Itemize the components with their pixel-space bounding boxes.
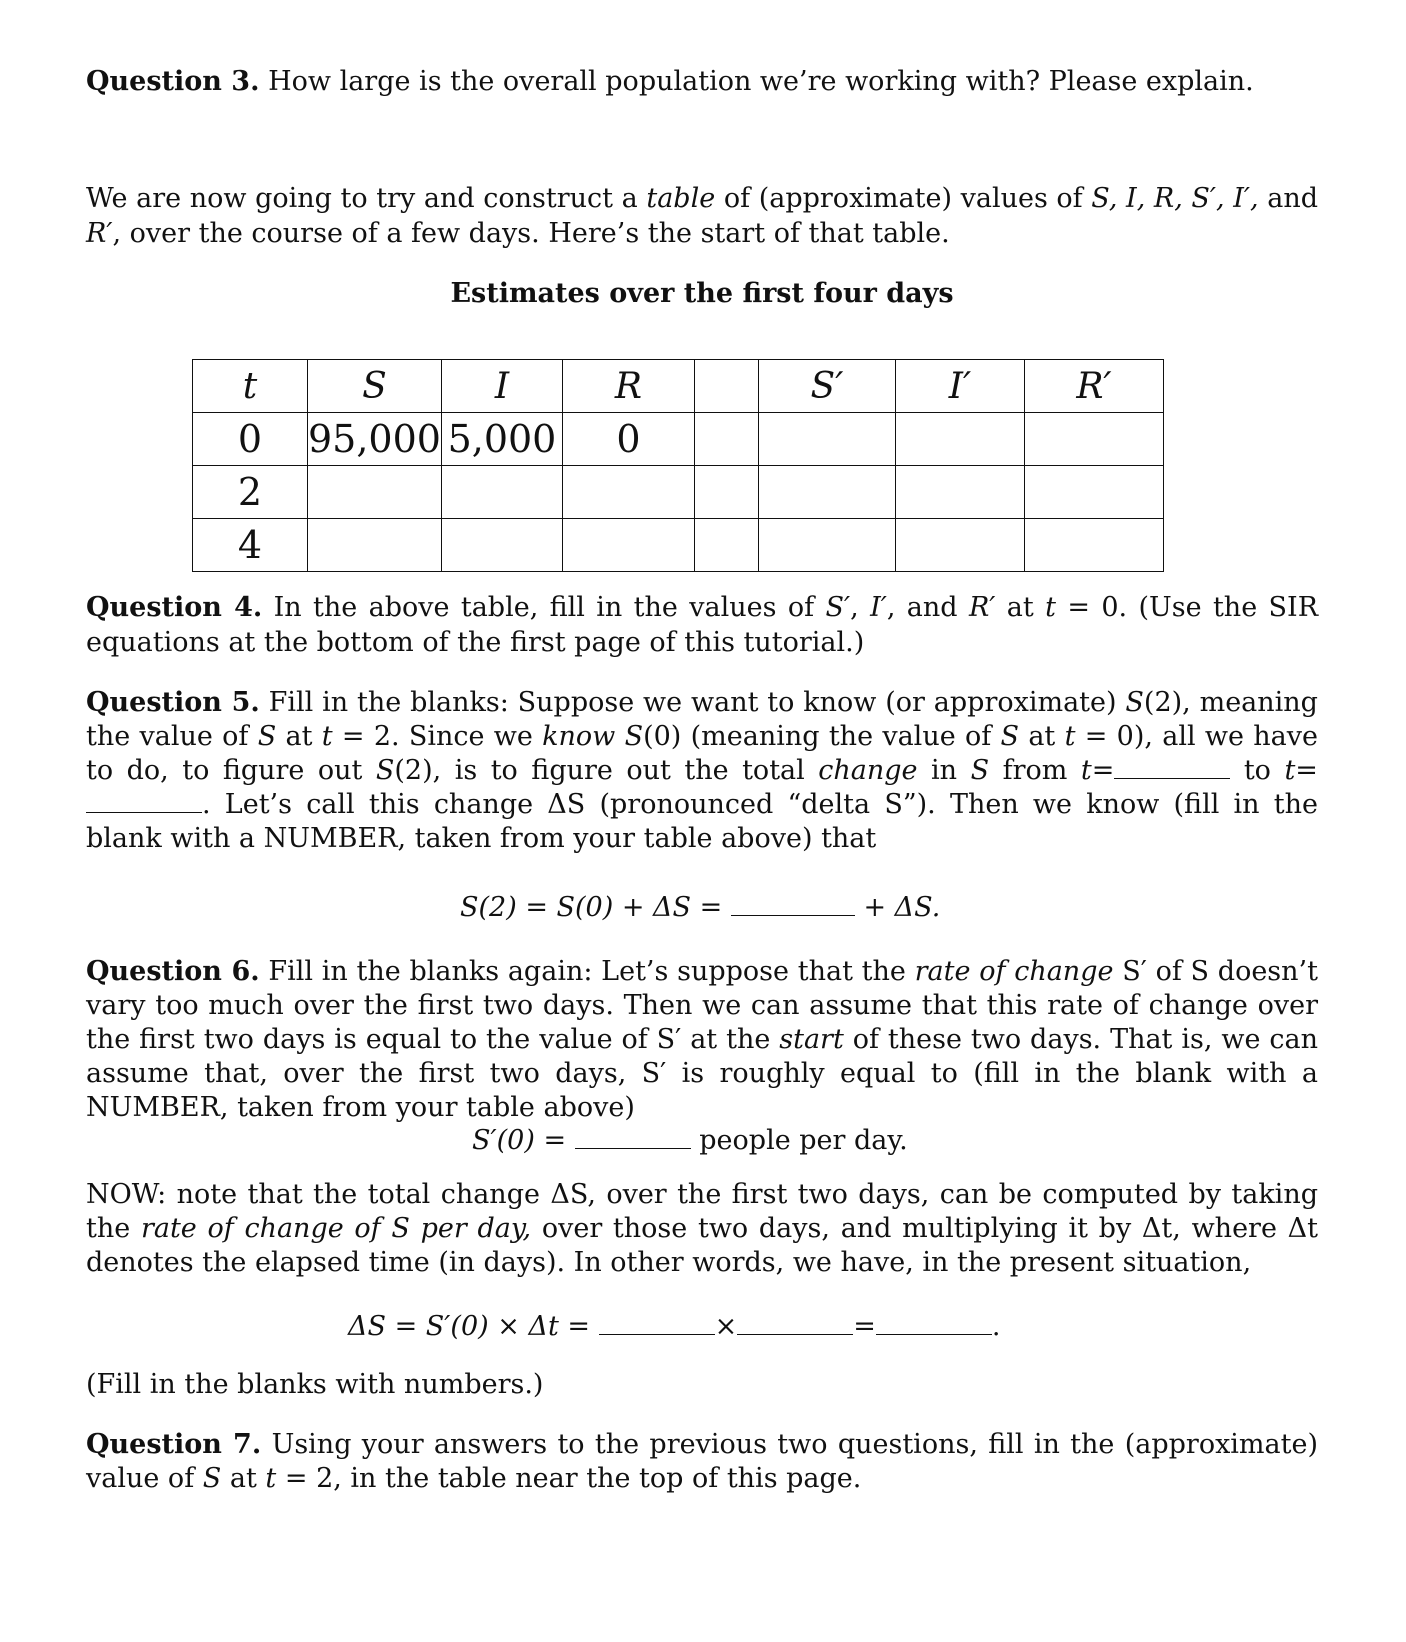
question-6 bbox=[86, 955, 1318, 1125]
q7-t: t bbox=[265, 1463, 277, 1494]
intro-and: and bbox=[1267, 183, 1319, 214]
q4-t: t bbox=[1045, 592, 1056, 623]
cell-t: 4 bbox=[193, 519, 308, 572]
q5-text-4: = 2. Since we bbox=[341, 721, 533, 752]
q6-rate-of-change: rate of change bbox=[914, 956, 1114, 987]
intro-var-r-prime: R′ bbox=[86, 218, 113, 249]
header-s: S bbox=[308, 360, 442, 413]
cell-r bbox=[562, 466, 694, 519]
cell-spacer bbox=[694, 413, 758, 466]
q5-s-d: S bbox=[970, 755, 990, 786]
q7-s: S bbox=[202, 1463, 222, 1494]
table-header-row bbox=[193, 360, 1164, 413]
q5-change: change bbox=[818, 755, 918, 786]
q4-text-4: at bbox=[1006, 592, 1034, 623]
q5-text-2: (2), meaning the value of bbox=[86, 687, 1318, 752]
q4-text-1: In the above table, fill in the values of bbox=[273, 592, 815, 623]
q6-text-3: of these two days. That is, we can assume that, over the first two days, S′ is roughly equal to (fill in the blank with a NUMBER, taken from your table above) bbox=[86, 1024, 1318, 1123]
cell-i bbox=[441, 519, 562, 572]
q5-text-11: = bbox=[1091, 755, 1115, 786]
cell-spacer bbox=[694, 466, 758, 519]
intro-vars: S, I, R, S′, I′, bbox=[1091, 183, 1259, 214]
estimates-table bbox=[192, 359, 1164, 572]
cell-i bbox=[441, 466, 562, 519]
q6-equation-right: people per day. bbox=[699, 1125, 908, 1156]
q4-i-prime: I′ bbox=[870, 592, 887, 623]
cell-i-prime bbox=[895, 519, 1024, 572]
question-3 bbox=[86, 64, 1254, 99]
q5-s-c: S bbox=[375, 755, 395, 786]
q5-t-a: t bbox=[321, 721, 333, 752]
now-times: × bbox=[714, 1311, 738, 1342]
q6-text-1: Fill in the blanks again: Let’s suppose that the bbox=[268, 956, 906, 987]
now-text-2: over those two days, and multiplying it by Δt, where Δt denotes the elapsed time (in days). In other words, we have, in the present situation, bbox=[86, 1213, 1318, 1278]
q4-text-2: , bbox=[850, 592, 859, 623]
q7-text-3: = 2, in the table near the top of this page. bbox=[284, 1463, 862, 1494]
q5-s2: S bbox=[1125, 687, 1144, 718]
now-paragraph bbox=[86, 1178, 1318, 1280]
q5-text-14: . Let’s call this change ΔS (pronounced “delta S”). Then we know (fill in the blank with a NUMBER, taken from your table above) that bbox=[86, 789, 1318, 854]
intro-text-2: of (approximate) values of bbox=[723, 183, 1083, 214]
q6-equation-left: S′(0) = bbox=[472, 1125, 567, 1156]
now-text-1: NOW: note that the total change ΔS, over the first two days, can be computed by taking the bbox=[86, 1179, 1318, 1244]
question-4 bbox=[86, 590, 1318, 660]
q5-equation-right: + ΔS. bbox=[863, 892, 941, 923]
q5-text-8: (2), is to figure out the total bbox=[394, 755, 805, 786]
q5-text-10: from bbox=[1002, 755, 1068, 786]
q5-s-a: S bbox=[257, 721, 277, 752]
cell-r bbox=[562, 519, 694, 572]
q5-s-b: S bbox=[1000, 721, 1020, 752]
q4-s-prime: S′ bbox=[825, 592, 851, 623]
q5-equation bbox=[86, 890, 1318, 925]
now-rate-italic: rate of change of S per day, bbox=[140, 1213, 532, 1244]
cell-t: 2 bbox=[193, 466, 308, 519]
table-row bbox=[193, 519, 1164, 572]
header-i: I bbox=[441, 360, 562, 413]
intro-text-1: We are now going to try and construct a bbox=[86, 183, 638, 214]
header-i-prime: I′ bbox=[895, 360, 1024, 413]
now-equals: = bbox=[853, 1311, 876, 1342]
q5-equation-left: S(2) = S(0) + ΔS = bbox=[460, 892, 723, 923]
cell-s-prime bbox=[758, 413, 895, 466]
blank-s0-value[interactable] bbox=[731, 891, 855, 916]
q5-know: know bbox=[542, 721, 616, 752]
q5-text-9: in bbox=[931, 755, 958, 786]
blank-delta-t[interactable] bbox=[737, 1310, 853, 1335]
question-5 bbox=[86, 686, 1318, 856]
blank-to-t[interactable] bbox=[86, 788, 202, 813]
q5-text-1: Fill in the blanks: Suppose we want to know (or approximate) bbox=[268, 687, 1117, 718]
cell-r-prime bbox=[1024, 466, 1163, 519]
q5-text-7: = 0), all we have to do, to figure out bbox=[86, 721, 1318, 786]
q5-t-d: t bbox=[1284, 755, 1296, 786]
cell-t: 0 bbox=[193, 413, 308, 466]
fill-note: (Fill in the blanks with numbers.) bbox=[86, 1369, 544, 1400]
cell-r-prime bbox=[1024, 413, 1163, 466]
header-t: t bbox=[193, 360, 308, 413]
cell-s bbox=[308, 466, 442, 519]
q4-text-3: , and bbox=[886, 592, 958, 623]
blank-delta-s[interactable] bbox=[876, 1310, 992, 1335]
cell-s bbox=[308, 519, 442, 572]
intro-text-3: , over the course of a few days. Here’s the start of that table. bbox=[112, 218, 950, 249]
cell-i-prime bbox=[895, 413, 1024, 466]
q5-s0: S bbox=[624, 721, 644, 752]
blank-from-t[interactable] bbox=[1114, 754, 1230, 779]
blank-s-prime-0[interactable] bbox=[575, 1124, 691, 1149]
table-title: Estimates over the first four days bbox=[450, 278, 954, 309]
cell-r-prime bbox=[1024, 519, 1163, 572]
cell-i: 5,000 bbox=[441, 413, 562, 466]
q5-text-13: = bbox=[1295, 755, 1318, 786]
q6-text-2: S′ of S doesn’t vary too much over the first two days. Then we can assume that this rate of change over the first two days is equal to the value of S′ at the bbox=[86, 956, 1318, 1055]
table-row bbox=[193, 413, 1164, 466]
blank-s-prime-factor[interactable] bbox=[599, 1310, 715, 1335]
now-equation bbox=[86, 1309, 1318, 1344]
now-period: . bbox=[991, 1311, 1001, 1342]
header-s-prime: S′ bbox=[758, 360, 895, 413]
q7-text-1: Using your answers to the previous two questions, fill in the (approximate) value of bbox=[86, 1429, 1318, 1494]
now-equation-left: ΔS = S′(0) × Δt = bbox=[348, 1311, 590, 1342]
q6-equation bbox=[86, 1123, 1318, 1158]
intro-table-word: table bbox=[646, 183, 716, 214]
header-r-prime: R′ bbox=[1024, 360, 1163, 413]
question-7-label: Question 7. bbox=[86, 1429, 262, 1460]
q4-r-prime: R′ bbox=[968, 592, 996, 623]
question-4-label: Question 4. bbox=[86, 592, 263, 623]
question-3-text: How large is the overall population we’re working with? Please explain. bbox=[268, 66, 1254, 97]
q6-start: start bbox=[779, 1024, 844, 1055]
question-7 bbox=[86, 1428, 1318, 1496]
q5-text-3: at bbox=[285, 721, 313, 752]
cell-s-prime bbox=[758, 466, 895, 519]
cell-i-prime bbox=[895, 466, 1024, 519]
question-5-label: Question 5. bbox=[86, 687, 260, 718]
cell-r: 0 bbox=[562, 413, 694, 466]
question-3-label: Question 3. bbox=[86, 66, 260, 97]
cell-s: 95,000 bbox=[308, 413, 442, 466]
q7-text-2: at bbox=[229, 1463, 257, 1494]
intro-paragraph bbox=[86, 181, 1318, 251]
question-6-label: Question 6. bbox=[86, 956, 260, 987]
q5-t-c: t bbox=[1080, 755, 1092, 786]
header-r: R bbox=[562, 360, 694, 413]
cell-spacer bbox=[694, 519, 758, 572]
q5-text-6: at bbox=[1028, 721, 1056, 752]
header-spacer bbox=[694, 360, 758, 413]
q4-text-5: = 0. (Use the SIR equations at the bottom of the first page of this tutorial.) bbox=[86, 592, 1319, 658]
q5-t-b: t bbox=[1064, 721, 1076, 752]
table-row bbox=[193, 466, 1164, 519]
q5-text-5: (0) (meaning the value of bbox=[643, 721, 992, 752]
cell-s-prime bbox=[758, 519, 895, 572]
q5-text-12: to bbox=[1243, 755, 1271, 786]
